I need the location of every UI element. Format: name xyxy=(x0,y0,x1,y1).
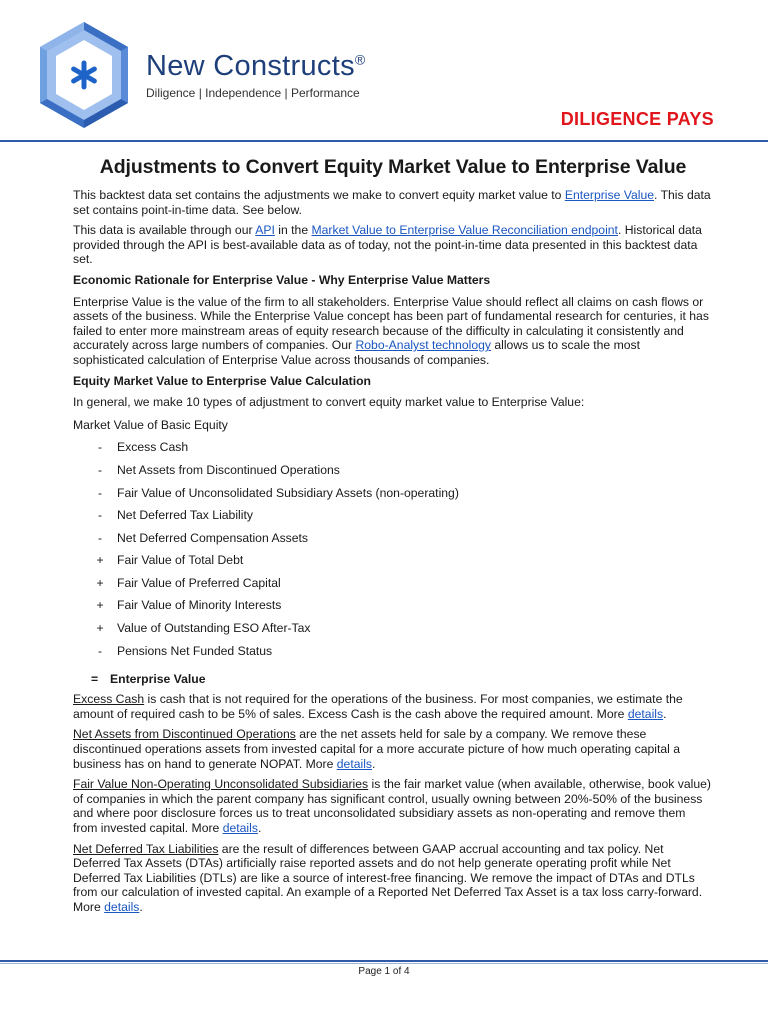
details-link[interactable]: details xyxy=(222,821,258,835)
adjustment-label: Net Deferred Tax Liability xyxy=(117,508,253,523)
calculation-start: Market Value of Basic Equity xyxy=(73,417,228,432)
details-link[interactable]: details xyxy=(627,706,664,721)
list-item xyxy=(73,531,713,554)
endpoint-link[interactable]: Market Value to Enterprise Value Reconciliation endpoint xyxy=(311,223,618,238)
rationale-text-end: allows us to scale the most sophisticated calculation of Enterprise Value across thousands of companies. xyxy=(73,338,640,367)
definition-deferred-tax xyxy=(73,842,713,915)
adjustment-label: Fair Value of Minority Interests xyxy=(117,598,282,613)
registered-mark: ® xyxy=(354,51,366,68)
page-number: Page 1 of 4 xyxy=(358,966,410,977)
operator-sign: - xyxy=(97,643,103,658)
robo-analyst-link[interactable]: Robo-Analyst technology xyxy=(355,338,491,353)
footer-divider xyxy=(0,960,768,962)
list-item xyxy=(73,508,713,531)
intro-1-text: This backtest data set contains the adjustments we make to convert equity market value to xyxy=(73,188,565,202)
header-divider xyxy=(0,140,768,142)
calculation-intro: In general, we make 10 types of adjustment to convert equity market value to Enterprise Value: xyxy=(73,395,585,410)
definition-text: are the net assets held for sale by a company. We remove these discontinued operations assets from invested capital for a more accurate picture of how much operating capital a business has on hand to generate NOPAT. More xyxy=(73,727,680,771)
adjustment-label: Fair Value of Total Debt xyxy=(117,553,244,568)
definition-term: Excess Cash xyxy=(73,692,145,707)
adjustment-label: Net Assets from Discontinued Operations xyxy=(117,462,340,477)
definition-end: . xyxy=(139,899,143,914)
intro-1-text-end: . This data set contains point-in-time data. See below. xyxy=(73,188,711,217)
definition-text: is the fair market value (when available, otherwise, book value) of companies in which the parent company has significant control, usually owning between 20%-50% of the business and where poor disclosure forces us to treat unconsolidated subsidiary assets as non-operating and remove them from invested capital. More xyxy=(73,777,711,835)
calculation-result xyxy=(73,672,713,692)
company-tagline: Diligence | Independence | Performance xyxy=(146,86,360,100)
intro-2-text-end: . Historical data provided through the API is best-available data as of today, not the point-in-time data presented in this backtest data set. xyxy=(73,223,702,267)
list-item xyxy=(73,553,713,576)
asterisk-hexagon-logo-icon xyxy=(36,20,132,130)
document-body xyxy=(73,152,713,921)
operator-sign: - xyxy=(97,485,103,500)
operator-sign: + xyxy=(96,621,104,636)
definition-unconsolidated-subsidiaries xyxy=(73,777,713,835)
company-name xyxy=(146,50,366,83)
intro-paragraph-2 xyxy=(73,223,713,267)
operator-sign: + xyxy=(96,553,104,568)
intro-2-text-mid: in the xyxy=(274,223,312,238)
list-item xyxy=(73,440,713,463)
list-item xyxy=(73,621,713,644)
definition-end: . xyxy=(663,706,667,721)
definition-text: is cash that is not required for the operations of the business. For most companies, we estimate the amount of required cash to be 5% of sales. Excess Cash is the cash above the required amount. More xyxy=(73,692,683,721)
list-item xyxy=(73,644,713,667)
adjustment-list xyxy=(73,440,713,666)
equals-sign: = xyxy=(91,672,99,687)
list-item xyxy=(73,576,713,599)
definition-term: Net Deferred Tax Liabilities xyxy=(73,841,219,856)
definition-text: are the result of differences between GAAP accrual accounting and tax policy. Net Deferred Tax Assets (DTAs) artificially raise reported assets and do not help generate operating profit while Net Deferred Tax Liabilities (DTLs) are like a source of interest-free financing. We remove the impact of DTAs and DTLs from our calculation of invested capital. An example of a Reported Net Deferred Tax Asset is a tax loss carry-forward. More xyxy=(73,841,703,914)
api-link[interactable]: API xyxy=(255,223,275,238)
operator-sign: - xyxy=(97,462,103,477)
definition-excess-cash xyxy=(73,692,713,721)
result-label: Enterprise Value xyxy=(110,672,206,687)
calculation-heading: Equity Market Value to Enterprise Value Calculation xyxy=(73,373,372,388)
company-name-text: New Constructs xyxy=(146,50,355,82)
slogan: DILIGENCE PAYS xyxy=(560,109,714,129)
operator-sign: + xyxy=(96,575,104,590)
definition-term: Fair Value Non-Operating Unconsolidated Subsidiaries xyxy=(73,777,369,792)
definition-end: . xyxy=(257,821,262,835)
operator-sign: - xyxy=(97,440,103,455)
rationale-paragraph xyxy=(73,295,713,368)
adjustment-label: Pensions Net Funded Status xyxy=(117,643,273,658)
operator-sign: - xyxy=(97,508,103,523)
page-header xyxy=(0,0,768,140)
list-item xyxy=(73,463,713,486)
details-link[interactable]: details xyxy=(104,899,140,914)
definition-term: Net Assets from Discontinued Operations xyxy=(73,727,296,742)
rationale-heading: Economic Rationale for Enterprise Value - Why Enterprise Value Matters xyxy=(73,272,491,287)
details-link[interactable]: details xyxy=(336,756,372,771)
operator-sign: + xyxy=(96,598,104,613)
adjustment-label: Value of Outstanding ESO After-Tax xyxy=(117,621,311,636)
footer-divider-thin xyxy=(0,963,768,964)
adjustment-label: Fair Value of Preferred Capital xyxy=(117,575,281,590)
intro-paragraph-1 xyxy=(73,188,713,217)
adjustment-label: Net Deferred Compensation Assets xyxy=(117,530,309,545)
intro-2-text: This data is available through our xyxy=(73,223,256,238)
list-item xyxy=(73,486,713,509)
operator-sign: - xyxy=(97,530,103,545)
rationale-text: Enterprise Value is the value of the firm to all stakeholders. Enterprise Value should reflect all claims on cash flows or assets of the business. While the Enterprise Value concept has been part of fundamental research for centuries, it has failed to enter more mainstream areas of equity research because of the difficulty in calculating it consistently and accurately across large numbers of companies. Our xyxy=(73,294,709,353)
adjustment-label: Fair Value of Unconsolidated Subsidiary Assets (non-operating) xyxy=(117,485,459,500)
enterprise-value-link[interactable]: Enterprise Value xyxy=(564,188,655,202)
list-item xyxy=(73,598,713,621)
adjustment-label: Excess Cash xyxy=(117,440,189,455)
definition-discontinued-operations xyxy=(73,727,713,771)
document-title: Adjustments to Convert Equity Market Value to Enterprise Value xyxy=(99,156,687,178)
definition-end: . xyxy=(372,756,376,771)
